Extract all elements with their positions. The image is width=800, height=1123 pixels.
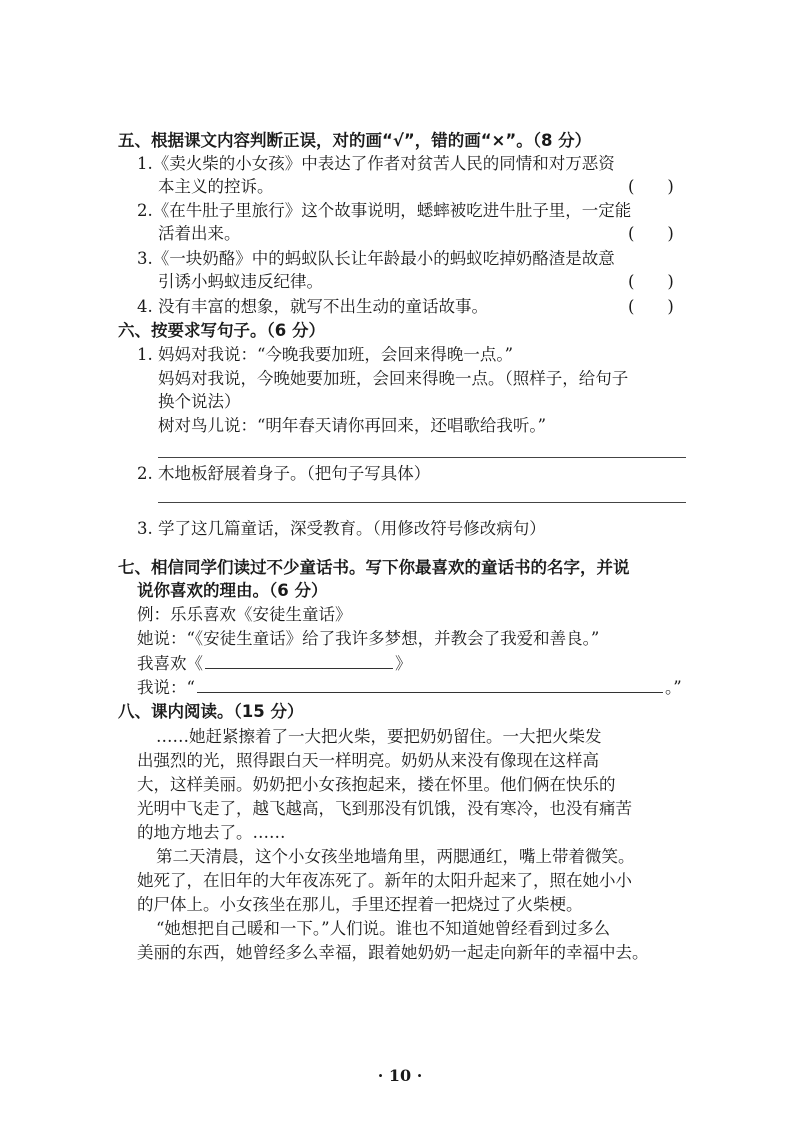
passage-line: 她死了，在旧年的大年夜冻死了。新年的太阳升起来了，照在她小小: [137, 871, 632, 890]
s6-q1-line-4: 树对鸟儿说：“明年春天请你再回来，还唱歌给我听。”: [158, 416, 547, 435]
passage-line: 美丽的东西，她曾经多么幸福，跟着她奶奶一起走向新年的幸福中去。: [137, 943, 649, 962]
s6-q2: 2. 木地板舒展着身子。（把句子写具体）: [137, 464, 431, 483]
s7-example: 例：乐乐喜欢《安徒生童话》: [137, 605, 352, 624]
s5-item-3-line-1: 3.《一块奶酪》中的蚂蚁队长让年龄最小的蚂蚁吃掉奶酪渣是故意: [137, 249, 615, 268]
s7-i-like-suffix: 》: [395, 654, 412, 673]
passage-line: 的尸体上。小女孩坐在那儿，手里还捏着一把烧过了火柴梗。: [137, 895, 583, 914]
s5-item-2-line-1: 2.《在牛肚子里旅行》这个故事说明，蟋蟀被吃进牛肚子里，一定能: [137, 201, 632, 220]
s6-q2-answer-line[interactable]: [158, 502, 686, 503]
s5-item-1-answer-blank[interactable]: ( ): [628, 177, 674, 196]
section-7-heading-line-2: 说你喜欢的理由。（6 分）: [137, 581, 328, 600]
section-5-heading: 五、根据课文内容判断正误，对的画“√”，错的画“×”。（8 分）: [118, 131, 592, 150]
passage-line: 第二天清晨，这个小女孩坐地墙角里，两腮通红，嘴上带着微笑。: [156, 847, 635, 866]
section-6-heading: 六、按要求写句子。（6 分）: [118, 321, 325, 340]
s7-reason-blank[interactable]: [197, 676, 663, 693]
s7-i-like-row: [137, 652, 412, 675]
passage-line: 出强烈的光，照得跟白天一样明亮。奶奶从来没有像现在这样高: [137, 751, 599, 770]
passage-line: “她想把自己暖和一下。”人们说。谁也不知道她曾经看到过多么: [156, 919, 611, 938]
s7-i-said-prefix: 我说：“: [137, 678, 195, 697]
passage-line: 光明中飞走了，越飞越高，飞到那没有饥饿，没有寒冷，也没有痛苦: [137, 799, 632, 818]
s6-q3: 3. 学了这几篇童话，深受教育。（用修改符号修改病句）: [137, 519, 546, 538]
s5-item-1-line-1: 1.《卖火柴的小女孩》中表达了作者对贫苦人民的同情和对万恶资: [137, 154, 615, 173]
s6-q1-line-1: 1. 妈妈对我说：“今晚我要加班，会回来得晚一点。”: [137, 345, 514, 364]
s5-item-4-answer-blank[interactable]: ( ): [628, 297, 674, 316]
s5-item-2-line-2: 活着出来。: [158, 224, 241, 243]
s7-example-quote: 她说：“《安徒生童话》给了我许多梦想，并教会了我爱和善良。”: [137, 629, 600, 648]
s7-i-like-prefix: 我喜欢《: [137, 654, 203, 673]
s5-item-3-line-2: 引诱小蚂蚁违反纪律。: [158, 272, 323, 291]
s5-item-2-answer-blank[interactable]: ( ): [628, 224, 674, 243]
s7-i-said-row: [137, 676, 682, 699]
passage-line: 大，这样美丽。奶奶把小女孩抱起来，搂在怀里。他们俩在快乐的: [137, 775, 616, 794]
passage-line: ……她赶紧擦着了一大把火柴，要把奶奶留住。一大把火柴发: [156, 727, 602, 746]
s5-item-4: 4. 没有丰富的想象，就写不出生动的童话故事。: [137, 297, 488, 316]
s6-q1-line-2: 妈妈对我说，今晚她要加班，会回来得晚一点。（照样子，给句子: [158, 369, 629, 388]
s6-q1-line-3: 换个说法）: [158, 392, 241, 411]
page-number: · 10 ·: [377, 1066, 423, 1085]
s6-q1-answer-line[interactable]: [158, 457, 686, 458]
section-8-heading: 八、课内阅读。（15 分）: [118, 702, 304, 721]
s5-item-3-answer-blank[interactable]: ( ): [628, 272, 674, 291]
s7-book-name-blank[interactable]: [205, 652, 393, 669]
passage-line: 的地方地去了。……: [137, 823, 286, 842]
s7-i-said-suffix: 。”: [664, 678, 682, 697]
s5-item-1-line-2: 本主义的控诉。: [158, 177, 274, 196]
section-7-heading-line-1: 七、相信同学们读过不少童话书。写下你最喜欢的童话书的名字，并说: [118, 558, 630, 577]
